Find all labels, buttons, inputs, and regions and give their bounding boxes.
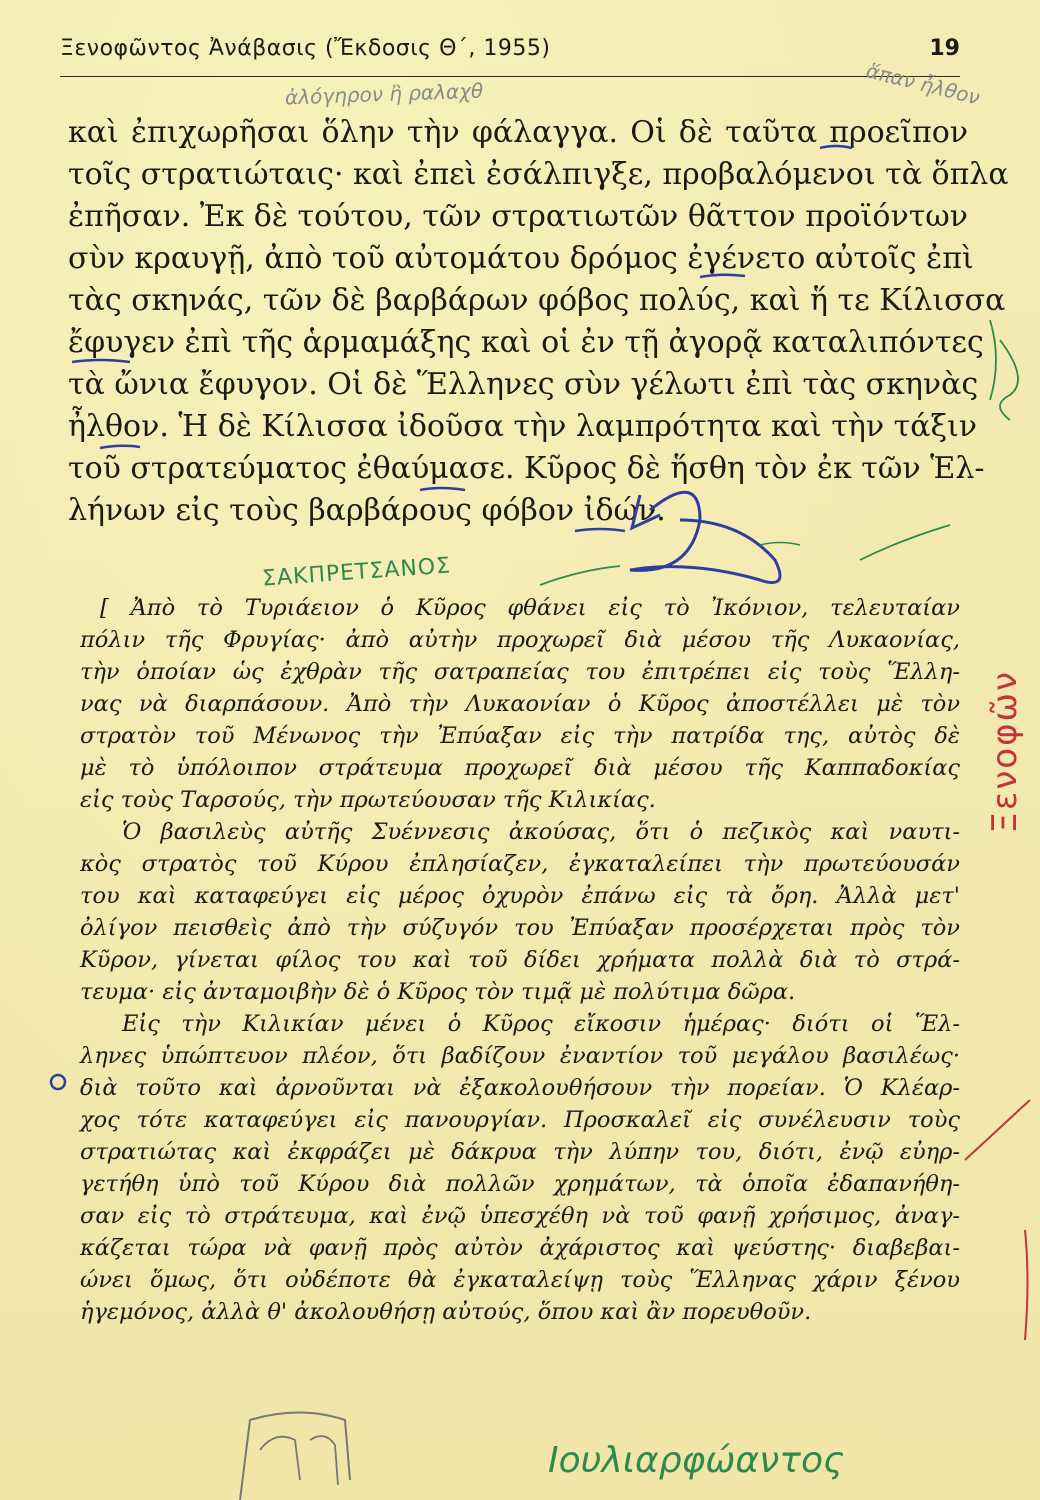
text-line: σὺν κραυγῇ, ἀπὸ τοῦ αὐτομάτου δρόμος ἐγένετο αὐτοῖς ἐπὶ <box>68 241 974 276</box>
blue-underline-mark <box>700 275 745 277</box>
commentary-line: στρατιώτας καὶ ἐκφράζει μὲ δάκρυα τὴν λύπην του, διότι, ἐνῷ εὐηρ- <box>80 1139 960 1165</box>
red-margin-line <box>965 1100 1030 1160</box>
commentary-line: πόλιν τῆς Φρυγίας· ἀπὸ αὐτὴν προχωρεῖ διὰ μέσου τῆς Λυκαονίας, <box>80 627 960 653</box>
commentary-line: ἡγεμόνος, ἀλλὰ θ' ἀκολουθήσῃ αὐτούς, ὅπου καὶ ἂν πορευθοῦν. <box>80 1299 812 1325</box>
commentary-line: Ὁ βασιλεὺς αὐτῆς Συέννεσις ἀκούσας, ὅτι ὁ πεζικὸς καὶ ναυτι- <box>122 819 960 845</box>
commentary-line: τὴν ὁποίαν ὡς ἐχθρὰν τῆς σατραπείας του ἐπιτρέπει εἰς τοὺς Ἕλλη- <box>80 659 960 685</box>
green-handwritten-name-top: ΣΑΚΠΡΕΤΣΑΝΟΣ <box>261 553 452 592</box>
blue-loop-arrow <box>630 492 780 582</box>
green-pen-stroke <box>1000 340 1018 420</box>
green-pen-stroke <box>760 543 800 546</box>
commentary-line: κὸς στρατὸς τοῦ Κύρου ἐπλησίαζεν, ἐγκαταλείπει τὴν πρωτεύουσάν <box>80 851 960 877</box>
commentary-line: μὲ τὸ ὑπόλοιπον στράτευμα προχωρεῖ διὰ μέσου τῆς Καππαδοκίας <box>80 755 960 781</box>
blue-underline-mark <box>72 360 130 362</box>
text-line: ἦλθον. Ἡ δὲ Κίλισσα ἰδοῦσα τὴν λαμπρότητα καὶ τὴν τάξιν <box>68 409 978 444</box>
commentary-line: χος τότε καταφεύγει εἰς πανουργίαν. Προσκαλεῖ εἰς συνέλευσιν τοὺς <box>80 1107 960 1133</box>
green-pen-stroke <box>990 320 996 400</box>
text-line: καὶ ἐπιχωρῆσαι ὅλην τὴν φάλαγγα. Οἱ δὲ ταῦτα προεῖπον <box>68 115 968 150</box>
blue-loop-arrow <box>632 495 660 528</box>
commentary-line: σαν εἰς τὸ στράτευμα, καὶ ἐνῷ ὑπεσχέθη νὰ τοῦ φανῇ χρήσιμος, ἀναγ- <box>80 1203 960 1229</box>
commentary-line: [ Ἀπὸ τὸ Τυριάειον ὁ Κῦρος φθάνει εἰς τὸ Ἰκόνιον, τελευταίαν <box>100 595 960 621</box>
red-margin-line <box>1025 1230 1028 1340</box>
commentary-line: ληνες ὑπώπτευον πλέον, ὅτι βαδίζουν ἐναντίον τοῦ μεγάλου βασιλέως· <box>80 1043 960 1069</box>
commentary-line: γετήθη ὑπὸ τοῦ Κύρου διὰ πολλῶν χρημάτων, τὰ ὁποῖα ἐδαπανήθη- <box>80 1171 960 1197</box>
commentary-line: διὰ τοῦτο καὶ ἀρνοῦνται νὰ ἐξακολουθήσουν τὴν πορείαν. Ὁ Κλέαρ- <box>80 1075 960 1101</box>
text-line: τοῦ στρατεύματος ἐθαύμασε. Κῦρος δὲ ἥσθη τὸν ἐκ τῶν Ἑλ- <box>68 451 985 486</box>
green-pen-stroke <box>540 566 620 585</box>
green-pen-stroke <box>860 525 950 560</box>
commentary-line: του καὶ καταφεύγει εἰς μέρος ὀχυρὸν ἐπάνω εἰς τὰ ὄρη. Ἀλλὰ μετ' <box>80 883 960 909</box>
faint-pencil-note-right: ἅπαν ἦλθον <box>863 58 983 110</box>
commentary-line: τευμα· εἰς ἀνταμοιβὴν δὲ ὁ Κῦρος τὸν τιμᾷ μὲ πολύτιμα δῶρα. <box>80 979 796 1005</box>
text-line: ἔφυγεν ἐπὶ τῆς ἁρμαμάξης καὶ οἱ ἐν τῇ ἀγορᾷ καταλιπόντες <box>68 325 984 360</box>
text-line: ἐπῆσαν. Ἐκ δὲ τούτου, τῶν στρατιωτῶν θᾶττον προϊόντων <box>68 199 968 234</box>
commentary-line: κάζεται τώρα νὰ φανῇ πρὸς αὐτὸν ἀχάριστος καὶ ψεύστης· διαβεβαι- <box>80 1235 960 1261</box>
text-line: τοῖς στρατιώταις· καὶ ἐπεὶ ἐσάλπιγξε, προβαλόμενοι τὰ ὅπλα <box>68 157 1009 192</box>
blue-underline-mark <box>100 446 140 448</box>
blue-underline-mark <box>820 146 852 148</box>
page-number: 19 <box>929 36 960 61</box>
pencil-sketch <box>260 1436 338 1485</box>
pencil-sketch <box>240 1413 350 1500</box>
text-line: λήνων εἰς τοὺς βαρβάρους φόβον ἰδών. <box>68 493 666 528</box>
text-line: τὰ ὤνια ἔφυγον. Οἱ δὲ Ἕλληνες σὺν γέλωτι ἐπὶ τὰς σκηνὰς <box>68 367 979 402</box>
commentary-line: Κῦρον, γίνεται φίλος του καὶ τοῦ δίδει χρήματα πολλὰ διὰ τὸ στρά- <box>80 947 960 973</box>
text-line: τὰς σκηνάς, τῶν δὲ βαρβάρων φόβος πολύς, καὶ ἥ τε Κίλισσα <box>68 283 1006 318</box>
red-handwritten-margin-note: Ξενοφῶν <box>985 670 1025 834</box>
commentary-line: Εἰς τὴν Κιλικίαν μένει ὁ Κῦρος εἴκοσιν ἡμέρας· διότι οἱ Ἕλ- <box>122 1011 960 1037</box>
commentary-line: εἰς τοὺς Ταρσούς, τὴν πρωτεύουσαν τῆς Κιλικίας. <box>80 787 656 813</box>
commentary-line: νας νὰ διαρπάσουν. Ἀπὸ τὴν Λυκαονίαν ὁ Κῦρος ἀποστέλλει μὲ τὸν <box>80 691 960 717</box>
commentary-line: ὀλίγον πεισθεὶς ἀπὸ τὴν σύζυγόν του Ἐπύαξαν προσέρχεται πρὸς τὸν <box>80 915 960 941</box>
commentary-line: ώνει ὅμως, ὅτι οὐδέποτε θὰ ἐγκαταλείψῃ τοὺς Ἕλληνας χάριν ξένου <box>80 1267 960 1293</box>
blue-margin-mark <box>51 1075 65 1089</box>
blue-underline-mark <box>575 529 625 531</box>
faint-pencil-note-top: ἀλόγηρον ἢ ραλαχθ <box>284 78 484 110</box>
blue-underline-mark <box>420 488 465 490</box>
commentary-line: στρατὸν τοῦ Μένωνος τὴν Ἐπύαξαν εἰς τὴν πατρίδα της, αὐτὸς δὲ <box>80 723 960 749</box>
green-handwritten-name-bottom: Ιουλιαρφώαντος <box>548 1440 845 1481</box>
running-head: Ξενοφῶντος Ἀνάβασις (Ἔκδοσις Θ΄, 1955) <box>60 36 551 61</box>
